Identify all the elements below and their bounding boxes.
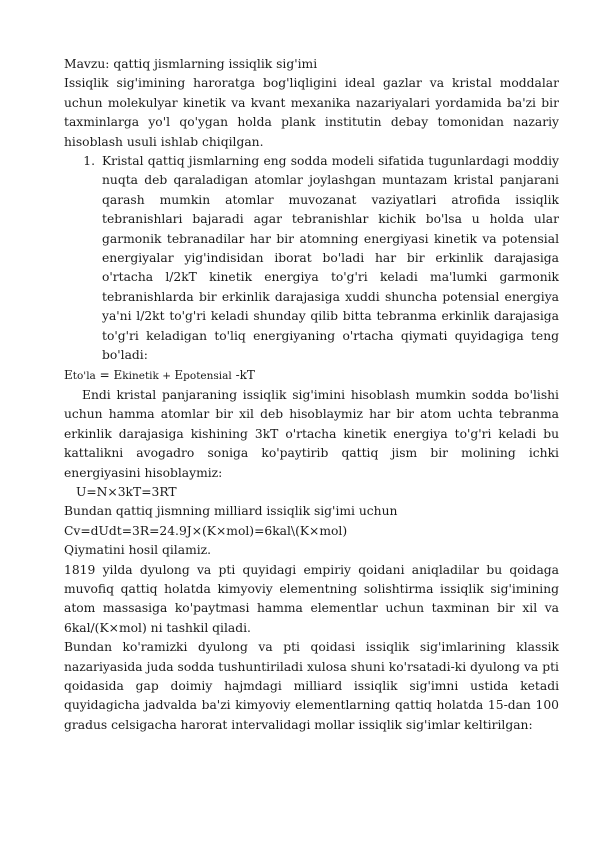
internal-energy-formula: U=N×3kT=3RT: [76, 484, 177, 499]
topic-heading: Mavzu: qattiq jismlarning issiqlik sig'imi: [64, 57, 318, 71]
formula-plus: +: [158, 369, 175, 382]
energy-formula: [64, 366, 559, 386]
heat-capacity-formula: Cv=dUdt=3R=24.9J×(K×mol)=6kal\(K×mol): [64, 523, 348, 538]
formula-tail: -kT: [231, 367, 255, 382]
formula-e-potential-sub: potensial: [183, 369, 232, 382]
formula-equals: =: [95, 367, 114, 382]
conclusion-paragraph: Bundan ko'ramizki dyulong va pti qoidasi issiqlik sig'imlarining klassik nazariyasida juda sodda tushuntiriladi xulosa shuni ko'rsatadi-ki dyulong va pti qoidasida gap doimiy hajmdagi milliard issiqlik sig'imni ustida ketadi quyidagicha jadvalda ba'zi kimyoviy elementlarning qattiq holatda 15-dan 100 gradus celsigacha harorat intervalidagi mollar issiqlik sig'imlar keltirilgan:: [64, 640, 559, 732]
lattice-paragraph: Endi kristal panjaraning issiqlik sig'imini hisoblash mumkin sodda bo'lishi uchun hamma atomlar bir xil deb hisoblaymiz har bir atom uchta tebranma erkinlik darajasiga kishining 3kT o'rtacha kinetik energiya to'g'ri keladi bu kattalikni avogadro soniga ko'paytirib qattiq jism bir molining ichki energiyasini hisoblaymiz:: [64, 387, 559, 480]
formula-e-total: E: [64, 367, 73, 382]
formula-e-total-sub: to'la: [72, 369, 96, 382]
heat-capacity-intro: Bundan qattiq jismning milliard issiqlik sig'imi uchun: [64, 504, 398, 519]
list-item-text: Kristal qattiq jismlarning eng sodda modeli sifatida tugunlardagi moddiy nuqta deb qaraladigan atomlar joylashgan muntazam kristal panjarani qarash mumkin atomlar muvozanat vaziyatlari atrofida issiqlik tebranishlari bajaradi agar tebranishlar kichik bo'lsa u holda ular garmonik tebranadilar har bir atomning energiyasi kinetik va potensial energiyalar yig'indisidan iborat bo'ladi har bir erkinlik darajasiga o'rtacha l/2kT kinetik energiya to'g'ri keladi ma'lumki garmonik tebranishlarda bir erkinlik darajasiga xuddi shuncha potensial energiya ya'ni l/2kt to'g'ri keladi shunday qilib bitta tebranma erkinlik darajasiga to'g'ri keladigan to'liq energiyaning o'rtacha qiymati quyidagiga teng bo'ladi:: [102, 154, 559, 363]
list-item: [64, 152, 559, 365]
formula-e-potential: E: [174, 367, 184, 382]
dulong-petit-paragraph: 1819 yilda dyulong va pti quyidagi empiriy qoidani aniqladilar bu qoidaga muvofiq qattiq holatda kimyoviy elementning solishtirma issiqlik sig'imining atom massasiga ko'paytmasi hamma elementlar uchun taxminan bir xil va 6kal/(K×mol) ni tashkil qiladi.: [64, 562, 559, 635]
intro-paragraph: Issiqlik sig'imining haroratga bog'liqligini ideal gazlar va kristal moddalar uchun molekulyar kinetik va kvant mexanika nazariyalari yordamida ba'zi bir taxminlarga yo'l qo'ygan holda plank institutin debay tomonidan nazariy hisoblash usuli ishlab chiqilgan.: [64, 76, 559, 149]
document-page: [64, 55, 559, 735]
result-line: Qiymatini hosil qilamiz.: [64, 543, 212, 558]
formula-e-kinetic: E: [113, 367, 123, 382]
formula-e-kinetic-sub: kinetik: [122, 369, 159, 382]
list-number: 1.: [83, 154, 95, 169]
